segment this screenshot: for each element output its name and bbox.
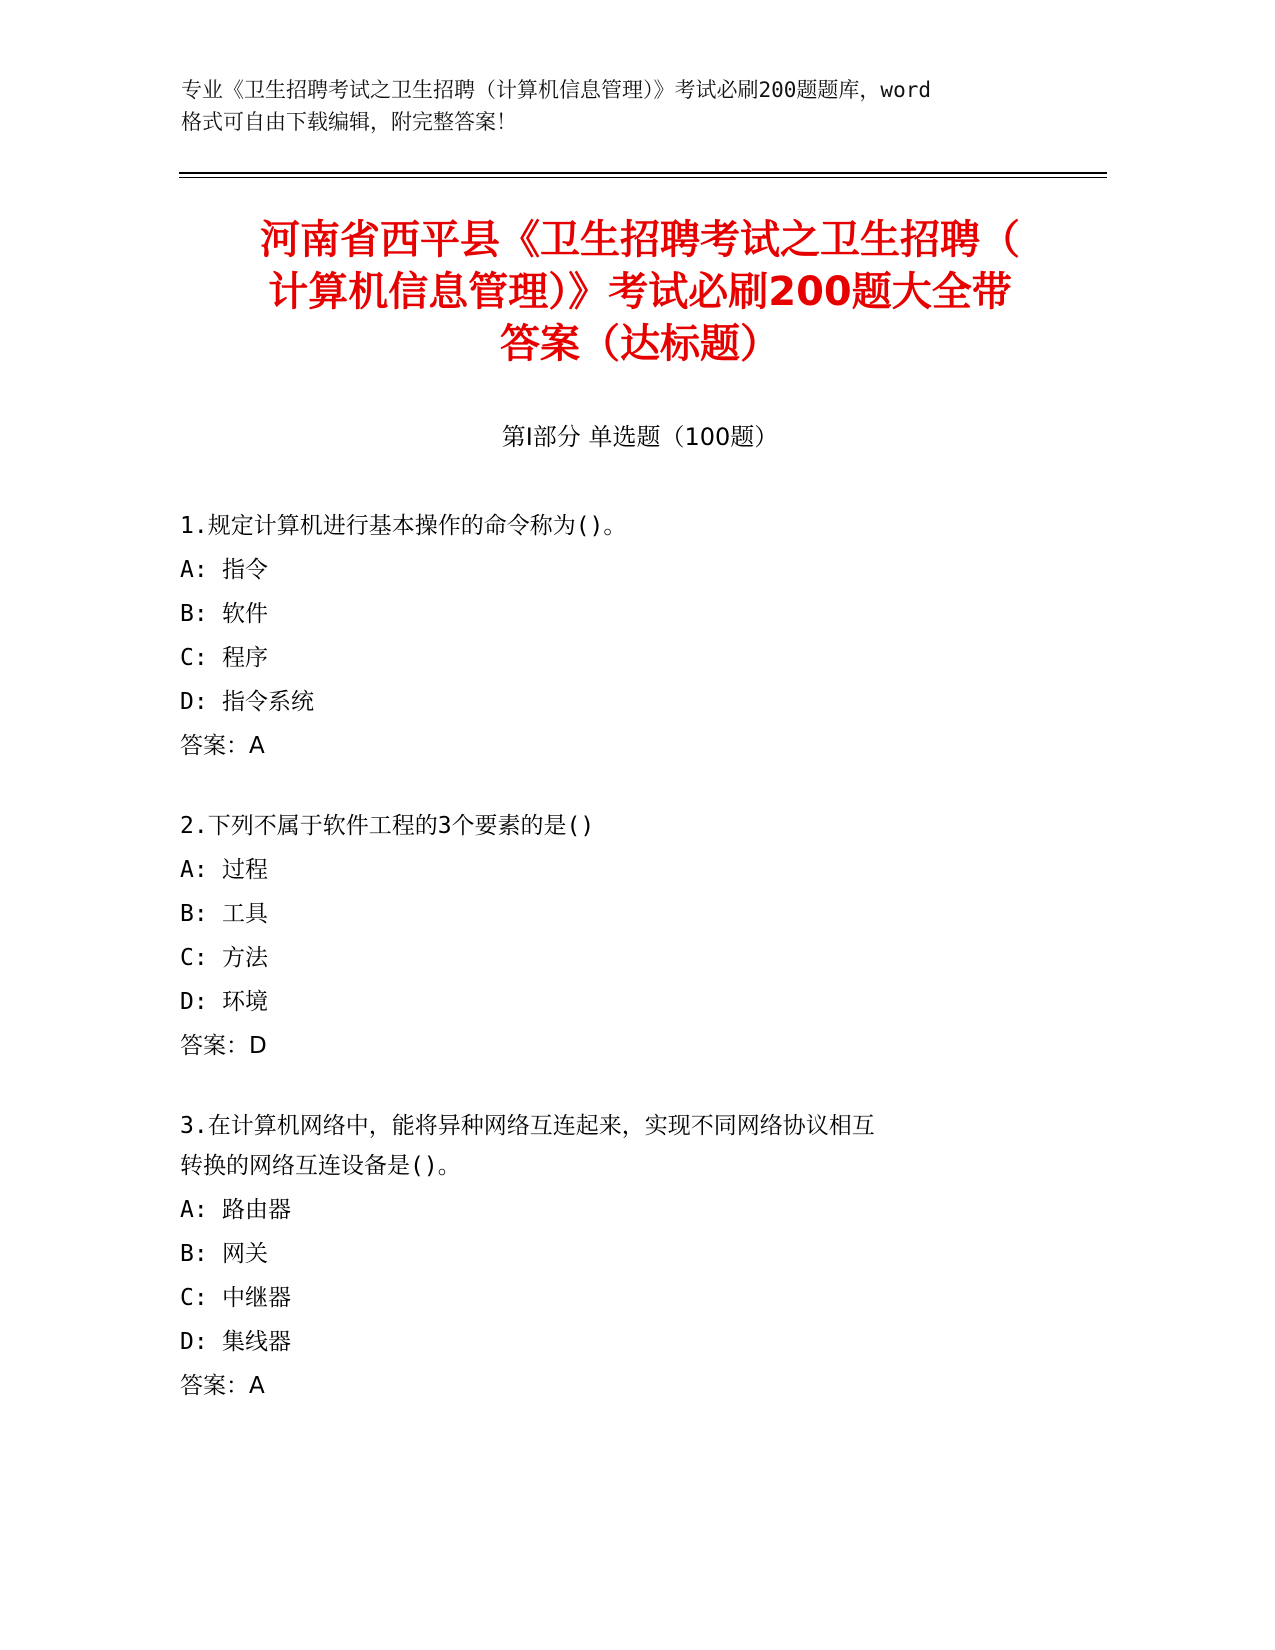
option-b [180, 894, 1040, 938]
document-title-line-1: 河南省西平县《卫生招聘考试之卫生招聘（ [260, 217, 1020, 263]
option-a [180, 1190, 1040, 1234]
option-text: 软件 [222, 601, 268, 627]
option-text: 指令系统 [222, 689, 314, 715]
document-title-line-3: 答案（达标题） [500, 321, 780, 367]
question-stem-line: 转换的网络互连设备是()。 [180, 1153, 461, 1179]
option-text: 程序 [222, 645, 268, 671]
option-key: B: [180, 901, 208, 927]
question-stem-line: 3.在计算机网络中，能将异种网络互连起来，实现不同网络协议相互 [180, 1113, 875, 1139]
question-stem [180, 1106, 1040, 1186]
option-key: C: [180, 945, 208, 971]
option-text: 网关 [222, 1241, 268, 1267]
option-c [180, 938, 1040, 982]
question-stem [180, 806, 1040, 846]
question-item [180, 806, 1040, 1070]
option-d [180, 982, 1040, 1026]
document-title-line-2: 计算机信息管理）》考试必刷200题大全带 [268, 269, 1012, 315]
question-stem [180, 506, 1040, 546]
header-note-line-2: 格式可自由下载编辑，附完整答案！ [181, 110, 517, 134]
question-stem-line: 2.下列不属于软件工程的3个要素的是() [180, 813, 595, 839]
answer-line: 答案：D [180, 1033, 267, 1059]
header-divider-thick [179, 172, 1107, 174]
option-text: 路由器 [222, 1197, 291, 1223]
answer-line: 答案：A [180, 1373, 265, 1399]
header-note [181, 74, 1081, 138]
option-key: A: [180, 1197, 208, 1223]
question-item [180, 506, 1040, 770]
option-text: 环境 [222, 989, 268, 1015]
option-key: B: [180, 1241, 208, 1267]
option-key: B: [180, 601, 208, 627]
option-text: 过程 [222, 857, 268, 883]
option-key: D: [180, 1329, 208, 1355]
option-key: C: [180, 1285, 208, 1311]
answer-line: 答案：A [180, 733, 265, 759]
option-key: C: [180, 645, 208, 671]
option-d [180, 682, 1040, 726]
option-d [180, 1322, 1040, 1366]
option-text: 工具 [222, 901, 268, 927]
option-key: D: [180, 989, 208, 1015]
option-text: 方法 [222, 945, 268, 971]
option-c [180, 638, 1040, 682]
question-stem-line: 1.规定计算机进行基本操作的命令称为()。 [180, 513, 627, 539]
option-text: 中继器 [222, 1285, 291, 1311]
option-text: 指令 [222, 557, 268, 583]
question-list [180, 506, 1040, 1446]
option-text: 集线器 [222, 1329, 291, 1355]
option-key: D: [180, 689, 208, 715]
section-heading: 第Ⅰ部分 单选题（100题） [501, 423, 779, 451]
option-b [180, 1234, 1040, 1278]
header-divider-thin [179, 177, 1107, 178]
question-item [180, 1106, 1040, 1410]
option-b [180, 594, 1040, 638]
document-title [180, 214, 1100, 370]
option-a [180, 850, 1040, 894]
option-key: A: [180, 557, 208, 583]
option-c [180, 1278, 1040, 1322]
option-key: A: [180, 857, 208, 883]
option-a [180, 550, 1040, 594]
header-note-line-1: 专业《卫生招聘考试之卫生招聘（计算机信息管理）》考试必刷200题题库，word [181, 78, 931, 102]
